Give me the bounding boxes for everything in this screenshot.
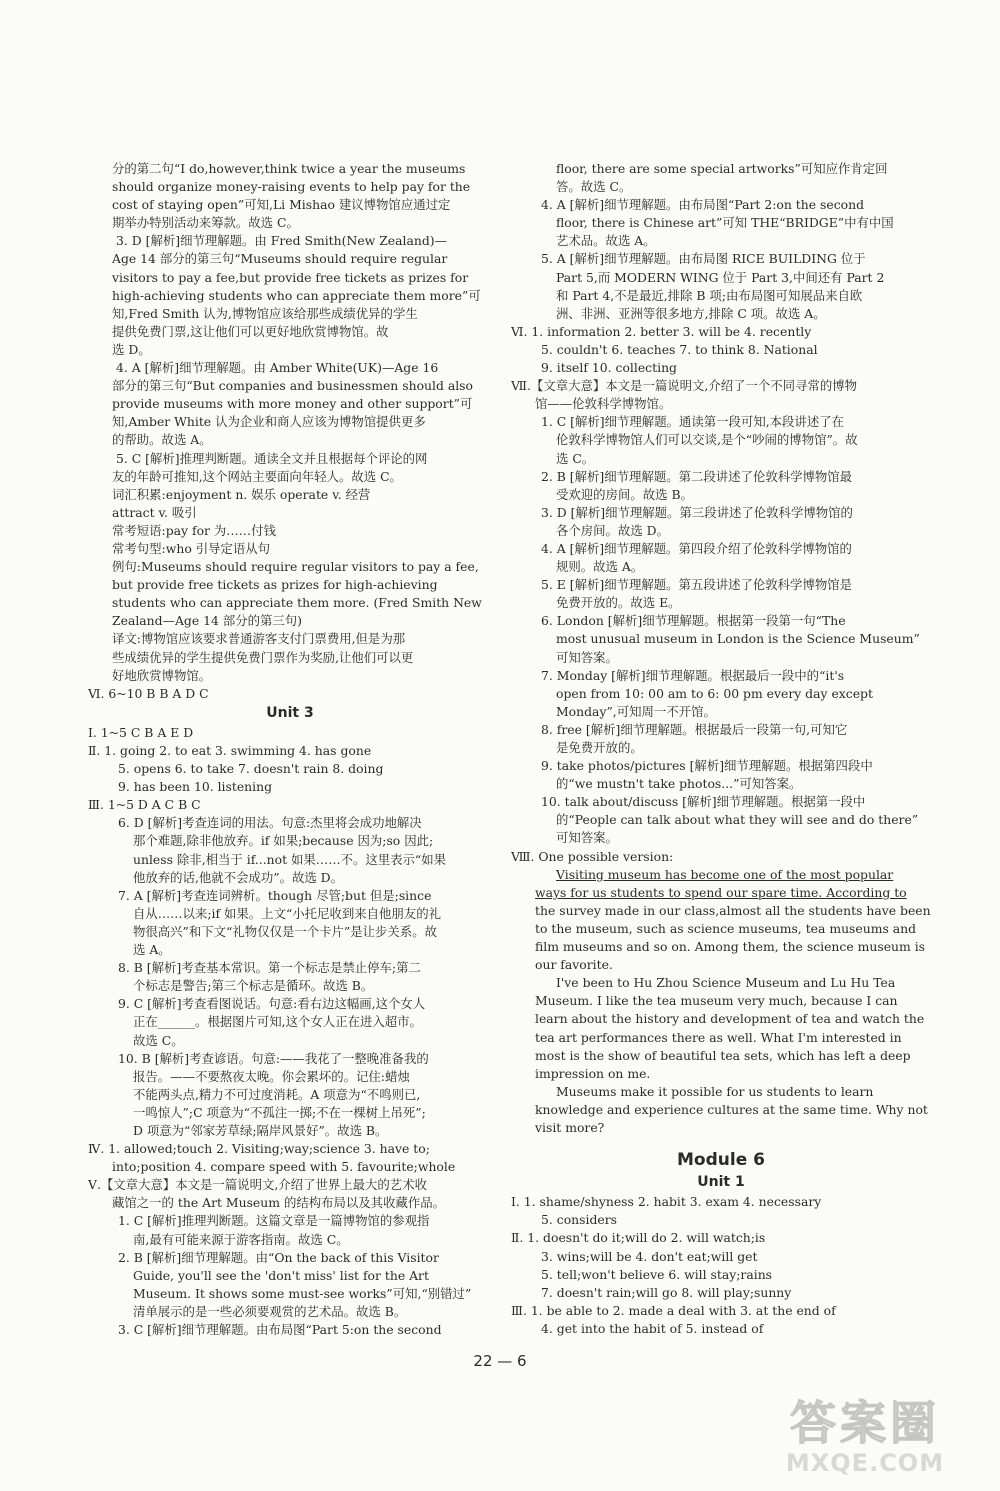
answer-line: 伦敦科学博物馆人们可以交谈,是个“吵闹的博物馆”。故 — [556, 432, 858, 448]
answer-line: 他放弃的话,他就不会成功”。故选 D。 — [133, 869, 344, 885]
answer-line: 4. A [解析]细节理解题。由布局图“Part 2:on the second — [541, 197, 865, 213]
answer-line: 故选 C。 — [133, 1032, 184, 1048]
answer-line: most is the show of beautiful tea sets, which has left a deep — [535, 1047, 911, 1063]
answer-line: floor, there are some special artworks”可知应作肯定回 — [556, 161, 888, 176]
answer-line: but provide free tickets as prizes for high-achieving — [112, 577, 438, 593]
answer-line: 可知答案。 — [556, 830, 618, 846]
answer-line: Guide, you'll see the 'don't miss' list for the Art — [133, 1267, 429, 1283]
answer-line: 部分的第三句“But companies and businessmen should also — [112, 378, 474, 394]
answer-line: Museum. It shows some must-see works”可知,“别错过” — [133, 1285, 472, 1301]
answer-line: 不能两头点,精力不可过度消耗。A 项意为“不鸣则已, — [133, 1086, 421, 1102]
answer-line: 3. C [解析]细节理解题。由布局图“Part 5:on the second — [118, 1322, 442, 1337]
answer-line: 洲、非洲、亚洲等很多地方,排除 C 项。故选 A。 — [556, 305, 826, 321]
answer-line: 7. A [解析]考查连词辨析。though 尽管;but 但是;since — [118, 887, 432, 903]
answer-line: our favorite. — [535, 957, 613, 973]
module-heading: Module 6 — [677, 1150, 765, 1171]
answer-line: 3. D [解析]细节理解题。由 Fred Smith(New Zealand)— — [116, 233, 448, 249]
answer-line: Ⅲ. 1~5 D A C B C — [88, 797, 201, 813]
answer-line: 9. C [解析]考查看图说话。句意:看右边这幅画,这个女人 — [118, 996, 426, 1012]
page-number: 22 — 6 — [473, 1352, 527, 1370]
watermark-logo — [750, 1387, 980, 1479]
answer-line: Ⅳ. 1. allowed;touch 2. Visiting;way;science 3. have to; — [88, 1141, 430, 1157]
answer-line: visitors to pay a fee,but provide free tickets as prizes for — [112, 269, 469, 285]
answer-line: ways for us students to spend our spare time. According to — [535, 884, 907, 900]
answer-line: 5. C [解析]推理判断题。通读全文并且根据每个评论的网 — [116, 450, 428, 466]
answer-line: Museums make it possible for us students to learn — [556, 1083, 874, 1099]
answer-line: 个标志是警告;第三个标志是循环。故选 B。 — [133, 978, 374, 994]
answer-line: 分的第二句“I do,however,think twice a year the museums — [112, 161, 466, 176]
answer-line: 1. C [解析]推理判断题。这篇文章是一篇博物馆的参观指 — [118, 1213, 430, 1229]
answer-line: 些成绩优异的学生提供免费门票作为奖励,让他们可以更 — [112, 649, 414, 665]
answer-line: floor, there is Chinese art”可知 THE“BRIDGE”中有中国 — [556, 215, 894, 231]
answer-line: Museum. I like the tea museum very much, because I can — [535, 993, 898, 1009]
answer-line: Ⅴ.【文章大意】本文是一篇说明文,介绍了世界上最大的艺术收 — [88, 1177, 427, 1193]
answer-line: impression on me. — [535, 1065, 651, 1081]
answer-line: Age 14 部分的第三句“Museums should require regular — [112, 251, 448, 267]
answer-line: 免费开放的。故选 E。 — [556, 595, 681, 611]
answer-line: Part 5,而 MODERN WING 位于 Part 3,中间还有 Part 2 — [556, 269, 885, 285]
answer-line: Ⅲ. 1. be able to 2. made a deal with 3. at the end of — [511, 1302, 836, 1318]
answer-line: Ⅰ. 1. shame/shyness 2. habit 3. exam 4. necessary — [511, 1194, 822, 1210]
answer-line: Ⅵ. 1. information 2. better 3. will be 4. recently — [511, 323, 812, 339]
answer-line: 6. London [解析]细节理解题。根据第一段第一句“The — [541, 613, 846, 629]
answer-line: 8. B [解析]考查基本常识。第一个标志是禁止停车;第二 — [118, 960, 421, 976]
answer-line: the survey made in our class,almost all the students have been — [535, 902, 931, 918]
answer-line: 5. couldn't 6. teaches 7. to think 8. National — [541, 341, 818, 357]
answer-line: film museums and so on. Among them, the science museum is — [535, 939, 926, 955]
answer-line: 南,最有可能来源于游客指南。故选 C。 — [133, 1231, 349, 1247]
answer-line: 提供免费门票,这让他们可以更好地欣赏博物馆。故 — [112, 323, 389, 339]
answer-line: 5. A [解析]细节理解题。由布局图 RICE BUILDING 位于 — [541, 251, 866, 267]
answer-line: 的帮助。故选 A。 — [112, 432, 212, 448]
answer-line: 艺术品。故选 A。 — [556, 233, 656, 249]
answer-line: Ⅱ. 1. going 2. to eat 3. swimming 4. has gone — [88, 743, 372, 758]
answer-line: 1. C [解析]细节理解题。通读第一段可知,本段讲述了在 — [541, 414, 844, 430]
answer-line: 选 A。 — [133, 942, 171, 958]
answer-line: most unusual museum in London is the Science Museum” — [556, 631, 920, 647]
answer-line: 的“we mustn't take photos...”可知答案。 — [556, 776, 802, 792]
answer-line: 馆——伦敦科学博物馆。 — [535, 396, 672, 412]
answer-line: 7. doesn't rain;will go 8. will play;sunny — [541, 1284, 792, 1300]
answer-line: Monday”,可知周一不开馆。 — [556, 703, 716, 719]
answer-line: 8. free [解析]细节理解题。根据最后一段第一句,可知它 — [541, 721, 848, 737]
answer-line: 常考句型:who 引导定语从句 — [112, 540, 271, 556]
answer-line: 2. B [解析]细节理解题。第二段讲述了伦敦科学博物馆最 — [541, 468, 853, 484]
answer-line: 9. has been 10. listening — [118, 779, 273, 795]
unit-heading: Unit 1 — [697, 1174, 745, 1191]
left-column — [88, 160, 492, 1339]
answer-line: unless 除非,相当于 if...not 如果……不。这里表示“如果 — [133, 851, 447, 867]
answer-line: 10. talk about/discuss [解析]细节理解题。根据第一段中 — [541, 794, 866, 810]
answer-line: 译文:博物馆应该要求普通游客支付门票费用,但是为那 — [112, 631, 406, 647]
answer-line: 9. take photos/pictures [解析]细节理解题。根据第四段中 — [541, 758, 873, 774]
answer-line: into;position 4. compare speed with 5. favourite;whole — [112, 1159, 456, 1175]
answer-line: 受欢迎的房间。故选 B。 — [556, 486, 693, 502]
answer-line: 各个房间。故选 D。 — [556, 522, 669, 538]
answer-line: Ⅷ. One possible version: — [511, 848, 674, 864]
answer-line: Ⅱ. 1. doesn't do it;will do 2. will watch;is — [511, 1230, 766, 1246]
answer-line: 3. wins;will be 4. don't eat;will get — [541, 1248, 758, 1264]
answer-line: high-achieving students who can appreciate them more”可 — [112, 287, 481, 303]
answer-line: 4. get into the habit of 5. instead of — [541, 1320, 764, 1336]
answer-line: Ⅵ. 6~10 B B A D C — [88, 685, 209, 701]
answer-line: 10. B [解析]考查谚语。句意:——我花了一整晚准备我的 — [118, 1050, 429, 1066]
watermark-url: MXQE.COM — [785, 1449, 945, 1477]
answer-line: knowledge and experience cultures at the same time. Why not — [535, 1101, 928, 1117]
answer-line: 7. Monday [解析]细节理解题。根据最后一段中的“it's — [541, 667, 845, 683]
answer-line: 4. A [解析]细节理解题。第四段介绍了伦敦科学博物馆的 — [541, 540, 852, 556]
answer-line: 词汇积累:enjoyment n. 娱乐 operate v. 经营 — [112, 486, 371, 502]
answer-line: 好地欣赏博物馆。 — [112, 667, 212, 683]
answer-line: attract v. 吸引 — [112, 504, 197, 520]
answer-line: 规则。故选 A。 — [556, 559, 644, 575]
answer-line: 5. opens 6. to take 7. doesn't rain 8. doing — [118, 761, 384, 777]
answer-line: 和 Part 4,不是最近,排除 B 项;由布局图可知展品来自欧 — [556, 287, 863, 303]
answer-line: 物很高兴”和下文“礼物仅仅是一个卡片”是让步关系。故 — [133, 923, 437, 939]
answer-line: 2. B [解析]细节理解题。由“On the back of this Visitor — [118, 1249, 439, 1265]
answer-line: cost of staying open”可知,Li Mishao 建议博物馆应通过定 — [112, 197, 451, 213]
answer-line: 9. itself 10. collecting — [541, 360, 677, 376]
answer-line: 期举办特别活动来筹款。故选 C。 — [112, 215, 299, 231]
answer-line: visit more? — [535, 1119, 605, 1135]
answer-line: learn about the history and development of tea and watch the — [535, 1011, 925, 1027]
unit-heading: Unit 3 — [266, 704, 314, 721]
answer-line: 报告。——不要熬夜太晚。你会累坏的。记住:蜡烛 — [133, 1068, 410, 1084]
answer-line: 4. A [解析]细节理解题。由 Amber White(UK)—Age 16 — [116, 360, 439, 376]
right-column — [511, 160, 931, 1338]
answer-line: 那个难题,除非他放弃。if 如果;because 因为;so 因此; — [133, 833, 434, 849]
answer-line: should organize money-raising events to help pay for the — [112, 179, 471, 195]
answer-line: 例句:Museums should require regular visitors to pay a fee, — [112, 559, 479, 575]
answer-line: to the museum, such as science museums, tea museums and — [535, 920, 917, 936]
answer-line: students who can appreciate them more. (Fred Smith New — [112, 595, 482, 611]
answer-line: 6. D [解析]考查连词的用法。句意:杰里将会成功地解决 — [118, 815, 422, 831]
answer-line: 知,Fred Smith 认为,博物馆应该给那些成绩优异的学生 — [112, 305, 418, 321]
answer-line: 是免费开放的。 — [556, 740, 643, 755]
answer-line: D 项意为“邻家芳草绿;隔岸风景好”。故选 B。 — [133, 1122, 388, 1138]
answer-line: 5. considers — [541, 1212, 618, 1228]
answer-line: Ⅶ.【文章大意】本文是一篇说明文,介绍了一个不同寻常的博物 — [511, 378, 858, 394]
answer-line: Visiting museum has become one of the most popular — [556, 866, 894, 882]
answer-line: 正在______。根据图片可知,这个女人正在进入超市。 — [133, 1014, 422, 1030]
answer-line: 自从……以来;if 如果。上文“小托尼收到来自他朋友的礼 — [133, 905, 441, 921]
answer-line: 的“People can talk about what they will see and do there” — [556, 812, 919, 828]
answer-line: I've been to Hu Zhou Science Museum and Lu Hu Tea — [556, 975, 896, 991]
answer-line: 3. D [解析]细节理解题。第三段讲述了伦敦科学博物馆的 — [541, 504, 853, 520]
answer-line: 5. E [解析]细节理解题。第五段讲述了伦敦科学博物馆是 — [541, 577, 853, 593]
answer-line: 可知答案。 — [556, 649, 618, 665]
answer-line: Zealand—Age 14 部分的第三句) — [112, 613, 303, 629]
answer-line: 藏馆之一的 the Art Museum 的结构布局以及其收藏作品。 — [112, 1195, 446, 1211]
answer-line: 一鸣惊人”;C 项意为“不孤注一掷;不在一棵树上吊死”; — [133, 1104, 426, 1120]
answer-line: 5. tell;won't believe 6. will stay;rains — [541, 1266, 773, 1282]
watermark-title: 答案圈 — [790, 1396, 940, 1450]
answer-line: 知,Amber White 认为企业和商人应该为博物馆提供更多 — [112, 414, 426, 430]
answer-line: 选 D。 — [112, 341, 151, 357]
answer-line: 友的年龄可推知,这个网站主要面向年轻人。故选 C。 — [112, 468, 402, 484]
answer-line: tea art performances there as well. What I'm interested in — [535, 1029, 902, 1045]
answer-line: provide museums with more money and other support”可 — [112, 396, 473, 412]
answer-line: open from 10: 00 am to 6: 00 pm every day except — [556, 685, 873, 701]
answer-line: 选 C。 — [556, 450, 595, 466]
answer-line: 常考短语:pay for 为……付钱 — [112, 522, 276, 538]
answer-line: 清单展示的是一些必须要观赏的艺术品。故选 B。 — [133, 1303, 407, 1319]
answer-line: 答。故选 C。 — [556, 179, 632, 195]
answer-line: Ⅰ. 1~5 C B A E D — [88, 724, 194, 740]
